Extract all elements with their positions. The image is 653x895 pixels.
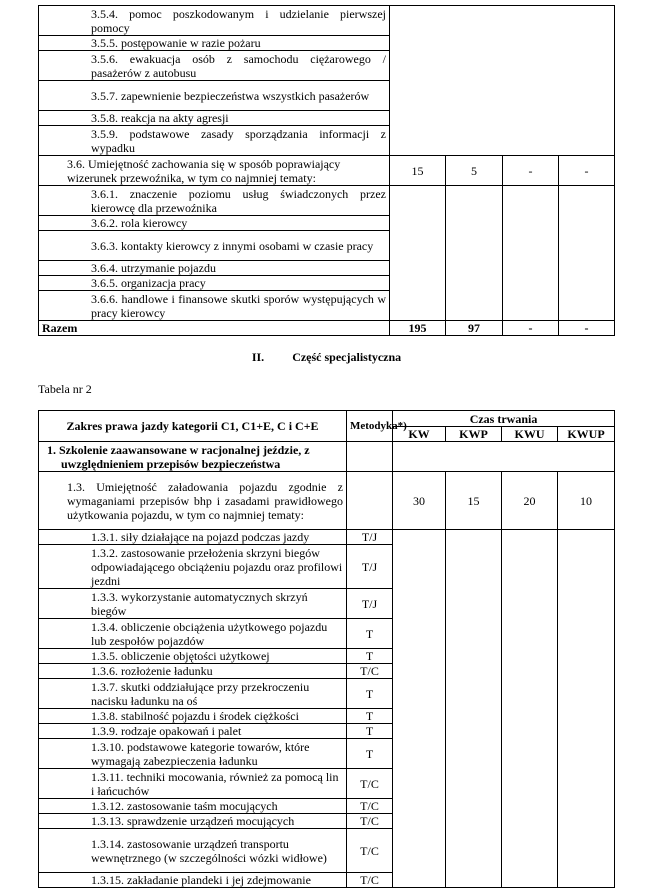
table-row: 3.5.6. ewakuacja osób z samochodu ciężarowego / pasażerów z autobusu (39, 51, 615, 81)
topic-heading: 1.3. Umiejętność załadowania pojazdu zgodnie z wymaganiami przepisów bhp i zasadami prawidłowego użytkowania pojazdu, w tym co najmniej tematy: (39, 472, 347, 530)
method-value: T/C (347, 873, 393, 888)
method-value: T/C (347, 664, 393, 679)
method-value: T/J (347, 530, 393, 545)
kwu-value: 20 (502, 472, 558, 530)
method-value: T (347, 679, 393, 709)
section-row (39, 442, 615, 472)
method-value: T/C (347, 829, 393, 873)
method-value: T/J (347, 545, 393, 589)
total-kwu: - (503, 321, 559, 336)
table-row: 3.5.7. zapewnienie bezpieczeństwa wszystkich pasażerów (39, 81, 615, 111)
scope-header: Zakres prawa jazdy kategorii C1, C1+E, C i C+E (39, 411, 347, 442)
header-row (39, 411, 615, 427)
method-value: T (347, 709, 393, 724)
table-row: 1.3.9. rodzaje opakowań i palet T (39, 724, 615, 739)
topic-text: pomoc poszkodowanym i udzielanie pierwszej pomocy (91, 6, 386, 35)
kwp-value: 15 (446, 472, 502, 530)
kwup-value: - (559, 156, 615, 186)
method-value: T/C (347, 814, 393, 829)
empty-cell (446, 186, 503, 321)
table-row: 1.3.15. zakładanie plandeki i jej zdejmowanie T/C (39, 873, 615, 888)
table-row (39, 156, 615, 186)
kwup-value: 10 (558, 472, 615, 530)
table-row (39, 472, 615, 530)
total-label: Razem (39, 321, 390, 336)
table-row: 3.5.8. reakcja na akty agresji (39, 111, 615, 126)
method-header: Metodyka*) (347, 411, 393, 442)
table-row: 3.6.5. organizacja pracy (39, 276, 615, 291)
table-row: 3.6.6. handlowe i finansowe skutki sporów występujących w pracy kierowcy (39, 291, 615, 321)
empty-cell (559, 186, 615, 321)
kw-value: 15 (390, 156, 446, 186)
method-value: T/C (347, 799, 393, 814)
total-kw: 195 (390, 321, 446, 336)
empty-cell (393, 442, 615, 472)
topic-heading: 3.6. Umiejętność zachowania się w sposób poprawiający wizerunek przewoźnika, w tym co najmniej tematy: (39, 156, 390, 186)
table-row: 1.3.13. sprawdzenie urządzeń mocujących T/C (39, 814, 615, 829)
kw-value: 30 (393, 472, 446, 530)
table-row: 1.3.10. podstawowe kategorie towarów, które wymagają zabezpieczenia ładunku T (39, 739, 615, 769)
empty-cell (347, 442, 393, 472)
method-value: T (347, 649, 393, 664)
specialist-table (38, 410, 615, 888)
empty-cell (502, 530, 558, 888)
kw-header: KW (393, 427, 446, 442)
method-value: T/C (347, 769, 393, 799)
table-row: 3.6.3. kontakty kierowcy z innymi osobami w czasie pracy (39, 231, 615, 261)
table-row (39, 6, 615, 36)
kwp-value: 5 (446, 156, 503, 186)
duration-header: Czas trwania (393, 411, 615, 427)
section-heading (0, 350, 653, 364)
kwu-header: KWU (502, 427, 558, 442)
kwu-value: - (503, 156, 559, 186)
table-row: 1.3.5. obliczenie objętości użytkowej T (39, 649, 615, 664)
empty-cell (558, 530, 615, 888)
total-row (39, 321, 615, 336)
total-kwup: - (559, 321, 615, 336)
table-row: 3.6.2. rola kierowcy (39, 216, 615, 231)
table-row: 3.6.1. znaczenie poziomu usług świadczonych przez kierowcę dla przewoźnika (39, 186, 615, 216)
table-row: 3.6.4. utrzymanie pojazdu (39, 261, 615, 276)
table-row: 3.5.5. postępowanie w razie pożaru (39, 36, 615, 51)
empty-cell (446, 530, 502, 888)
section-number: II. (251, 350, 265, 364)
method-value: T (347, 724, 393, 739)
empty-cell (390, 186, 446, 321)
table-row: 1.3.11. techniki mocowania, również za pomocą lin i łańcuchów T/C (39, 769, 615, 799)
table-row: 1.3.7. skutki oddziałujące przy przekroczeniu nacisku ładunku na oś T (39, 679, 615, 709)
empty-cell (393, 530, 446, 888)
table-row: 3.5.9. podstawowe zasady sporządzania informacji z wypadku (39, 126, 615, 156)
topics-table-continued-b (38, 155, 615, 336)
table-caption: Tabela nr 2 (38, 382, 92, 396)
section-one-title: 1. Szkolenie zaawansowane w racjonalnej jeździe, z uwzględnieniem przepisów bezpieczeństwa (39, 442, 347, 472)
table-row: 1.3.4. obliczenie obciążenia użytkowego pojazdu lub zespołów pojazdów T (39, 619, 615, 649)
method-value: T (347, 619, 393, 649)
topics-table-continued (38, 5, 615, 156)
table-row: 1.3.6. rozłożenie ładunku T/C (39, 664, 615, 679)
topic-number: 3.5.4. (91, 6, 118, 21)
section-title: Część specjalistyczna (292, 350, 402, 364)
table-row: 1.3.12. zastosowanie taśm mocujących T/C (39, 799, 615, 814)
empty-cell (503, 186, 559, 321)
kwp-header: KWP (446, 427, 502, 442)
table-row: 1.3.1. siły działające na pojazd podczas jazdy T/J (39, 530, 615, 545)
kwup-header: KWUP (558, 427, 615, 442)
table-row: 1.3.8. stabilność pojazdu i środek ciężkości T (39, 709, 615, 724)
empty-cell (390, 6, 615, 156)
method-value: T/J (347, 589, 393, 619)
method-value: T (347, 739, 393, 769)
empty-cell (347, 472, 393, 530)
table-row: 1.3.2. zastosowanie przełożenia skrzyni biegów odpowiadającego obciążeniu pojazdu oraz profilowi jezdni T/J (39, 545, 615, 589)
total-kwp: 97 (446, 321, 503, 336)
table-row: 1.3.14. zastosowanie urządzeń transportu wewnętrznego (w szczególności wózki widłowe) T/C (39, 829, 615, 873)
table-row: 1.3.3. wykorzystanie automatycznych skrzyń biegów T/J (39, 589, 615, 619)
